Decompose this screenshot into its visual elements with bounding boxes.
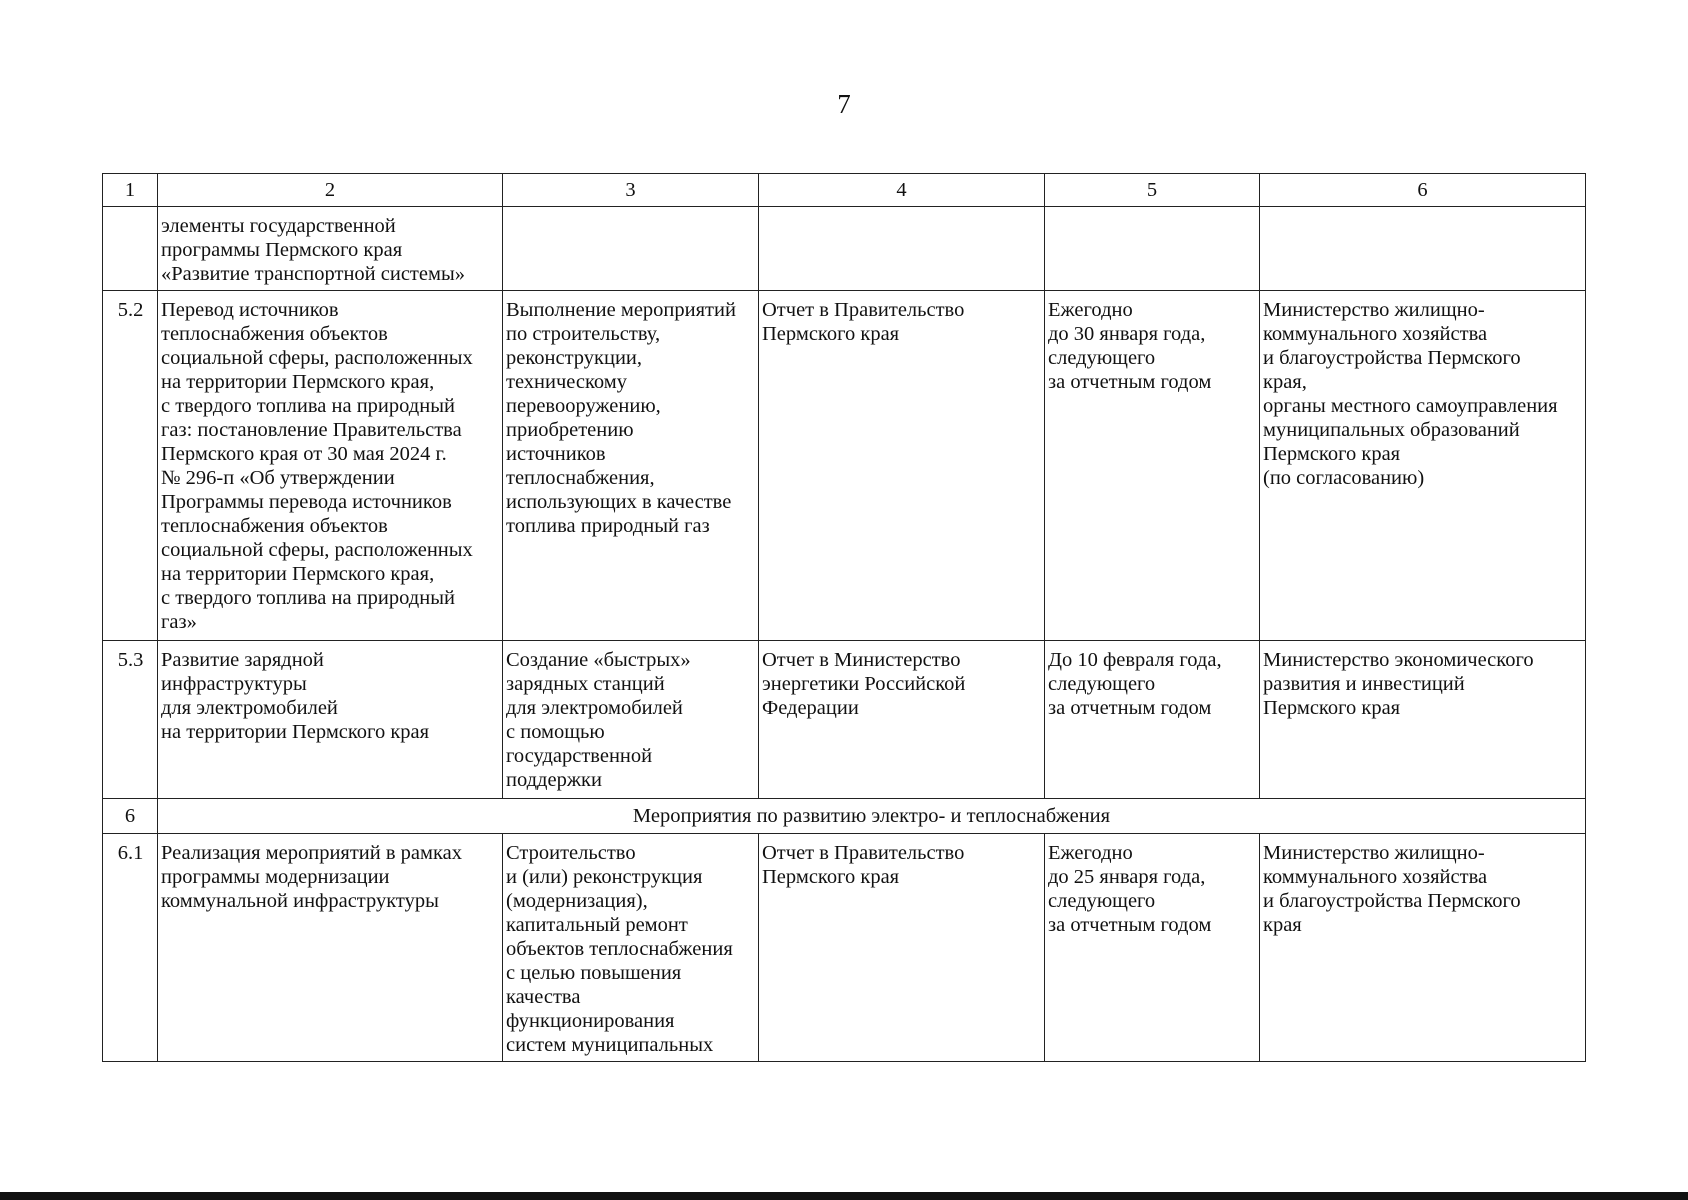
text-line: Министерство жилищно-	[1263, 842, 1485, 864]
text-line: с целью повышения	[506, 962, 682, 984]
text-line: коммунального хозяйства	[1263, 866, 1488, 888]
text-line: газ: постановление Правительства	[161, 419, 462, 441]
deadline	[1045, 291, 1260, 641]
text-line: качества	[506, 986, 581, 1008]
text-line: Министерство экономического	[1263, 649, 1534, 671]
text-line: муниципальных образований	[1263, 419, 1520, 441]
text-line: техническому	[506, 371, 627, 393]
text-line: использующих в качестве	[506, 491, 732, 513]
row-number: 5.2	[103, 291, 158, 641]
text-line: для электромобилей	[506, 697, 683, 719]
measure-content	[503, 834, 759, 1062]
text-line: на территории Пермского края,	[161, 371, 435, 393]
responsible-executor	[1260, 291, 1586, 641]
report-form	[759, 834, 1045, 1062]
text-line: и благоустройства Пермского	[1263, 347, 1521, 369]
measure-content	[503, 641, 759, 799]
text-line: следующего	[1048, 890, 1156, 912]
text-line: Пермского края от 30 мая 2024 г.	[161, 443, 447, 465]
text-line: Пермского края	[1263, 697, 1401, 719]
text-line: за отчетным годом	[1048, 697, 1212, 719]
column-header: 2	[158, 174, 503, 207]
text-line: До 10 февраля года,	[1048, 649, 1222, 671]
text-line: «Развитие транспортной системы»	[161, 263, 465, 285]
text-line: до 30 января года,	[1048, 323, 1206, 345]
table-row	[103, 291, 1586, 641]
text-line: энергетики Российской	[762, 673, 966, 695]
report-form	[759, 291, 1045, 641]
text-line: Ежегодно	[1048, 299, 1133, 321]
measure-name	[158, 834, 503, 1062]
text-line: (модернизация),	[506, 890, 648, 912]
text-line: органы местного самоуправления	[1263, 395, 1558, 417]
text-line: источников	[506, 443, 606, 465]
text-line: инфраструктуры	[161, 673, 307, 695]
row-number: 5.3	[103, 641, 158, 799]
section-title: Мероприятия по развитию электро- и теплоснабжения	[158, 799, 1586, 834]
text-line: объектов теплоснабжения	[506, 938, 733, 960]
responsible-executor	[1260, 641, 1586, 799]
text-line: на территории Пермского края,	[161, 563, 435, 585]
table-cell	[503, 207, 759, 291]
deadline	[1045, 834, 1260, 1062]
scan-edge-band	[0, 1192, 1688, 1200]
text-line: следующего	[1048, 347, 1156, 369]
text-line: поддержки	[506, 769, 602, 791]
text-line: Министерство жилищно-	[1263, 299, 1485, 321]
text-line: (по согласованию)	[1263, 467, 1425, 489]
text-line: развития и инвестиций	[1263, 673, 1465, 695]
column-header: 5	[1045, 174, 1260, 207]
text-line: систем муниципальных	[506, 1034, 714, 1056]
text-line: теплоснабжения объектов	[161, 323, 388, 345]
measure-name	[158, 207, 503, 291]
text-line: Отчет в Министерство	[762, 649, 961, 671]
text-line: и благоустройства Пермского	[1263, 890, 1521, 912]
column-header: 3	[503, 174, 759, 207]
text-line: Пермского края	[762, 866, 900, 888]
text-line: Программы перевода источников	[161, 491, 452, 513]
report-form	[759, 641, 1045, 799]
measure-content	[503, 291, 759, 641]
text-line: коммунального хозяйства	[1263, 323, 1488, 345]
column-header: 1	[103, 174, 158, 207]
text-line: Отчет в Правительство	[762, 842, 965, 864]
text-line: № 296-п «Об утверждении	[161, 467, 395, 489]
text-line: перевооружению,	[506, 395, 661, 417]
text-line: края	[1263, 914, 1302, 936]
responsible-executor	[1260, 834, 1586, 1062]
text-line: социальной сферы, расположенных	[161, 539, 473, 561]
page-number: 7	[837, 89, 851, 119]
table-header-row	[103, 174, 1586, 207]
text-line: с твердого топлива на природный	[161, 587, 455, 609]
text-line: Отчет в Правительство	[762, 299, 965, 321]
text-line: с помощью	[506, 721, 605, 743]
section-number: 6	[103, 799, 158, 834]
text-line: Создание «быстрых»	[506, 649, 691, 671]
text-line: функционирования	[506, 1010, 675, 1032]
text-line: программы Пермского края	[161, 239, 403, 261]
deadline	[1045, 641, 1260, 799]
text-line: Реализация мероприятий в рамках	[161, 842, 462, 864]
text-line: коммунальной инфраструктуры	[161, 890, 439, 912]
text-line: теплоснабжения,	[506, 467, 655, 489]
table-row	[103, 834, 1586, 1062]
text-line: Строительство	[506, 842, 636, 864]
text-line: для электромобилей	[161, 697, 338, 719]
text-line: социальной сферы, расположенных	[161, 347, 473, 369]
text-line: Выполнение мероприятий	[506, 299, 736, 321]
text-line: программы модернизации	[161, 866, 390, 888]
text-line: реконструкции,	[506, 347, 643, 369]
measure-name	[158, 641, 503, 799]
text-line: Пермского края	[762, 323, 900, 345]
text-line: Федерации	[762, 697, 859, 719]
text-line: Пермского края	[1263, 443, 1401, 465]
text-line: следующего	[1048, 673, 1156, 695]
column-header: 4	[759, 174, 1045, 207]
text-line: до 25 января года,	[1048, 866, 1206, 888]
text-line: Развитие зарядной	[161, 649, 324, 671]
measure-name	[158, 291, 503, 641]
text-line: Перевод источников	[161, 299, 339, 321]
table-cell	[1260, 207, 1586, 291]
text-line: по строительству,	[506, 323, 661, 345]
text-line: топлива природный газ	[506, 515, 710, 537]
table-row	[103, 207, 1586, 291]
section-row	[103, 799, 1586, 834]
row-number: 6.1	[103, 834, 158, 1062]
table-row	[103, 641, 1586, 799]
text-line: газ»	[161, 611, 197, 633]
text-line: приобретению	[506, 419, 634, 441]
text-line: за отчетным годом	[1048, 371, 1212, 393]
table-cell	[1045, 207, 1260, 291]
row-number	[103, 207, 158, 291]
column-header: 6	[1260, 174, 1586, 207]
text-line: Ежегодно	[1048, 842, 1133, 864]
measures-table	[102, 173, 1586, 1062]
text-line: государственной	[506, 745, 653, 767]
text-line: на территории Пермского края	[161, 721, 430, 743]
text-line: элементы государственной	[161, 215, 396, 237]
text-line: зарядных станций	[506, 673, 665, 695]
table-cell	[759, 207, 1045, 291]
text-line: за отчетным годом	[1048, 914, 1212, 936]
text-line: края,	[1263, 371, 1307, 393]
text-line: теплоснабжения объектов	[161, 515, 388, 537]
text-line: с твердого топлива на природный	[161, 395, 455, 417]
text-line: и (или) реконструкция	[506, 866, 703, 888]
text-line: капитальный ремонт	[506, 914, 688, 936]
